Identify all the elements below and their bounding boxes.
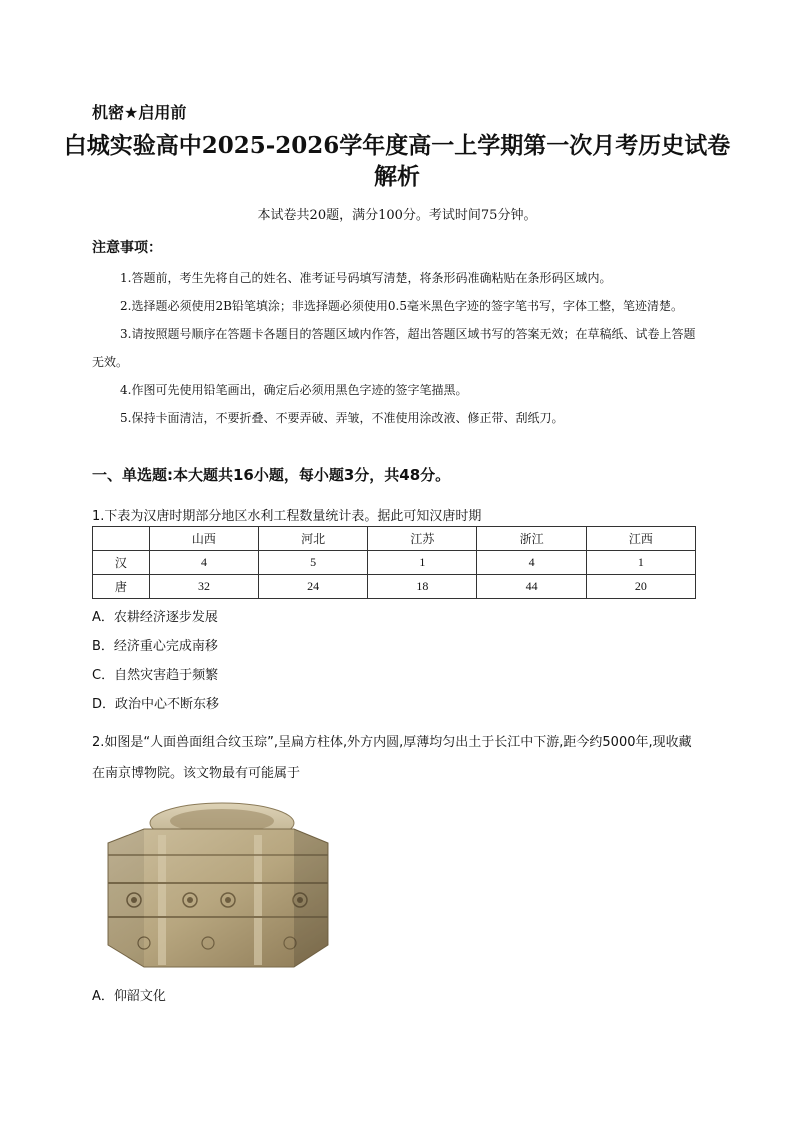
table-row — [93, 551, 696, 575]
table-header-cell: 江苏 — [368, 527, 477, 551]
table-row — [93, 575, 696, 599]
table-cell: 唐 — [93, 575, 150, 599]
table-cell: 1 — [586, 551, 695, 575]
option-b: B．经济重心完成南移 — [92, 639, 218, 654]
table-cell: 44 — [477, 575, 586, 599]
notice-list — [92, 264, 702, 432]
table-cell: 20 — [586, 575, 695, 599]
question-1-stem: 1.下表为汉唐时期部分地区水利工程数量统计表。据此可知汉唐时期 — [92, 509, 482, 524]
water-projects-table — [92, 526, 696, 599]
question-2-stem: 2.如图是“人面兽面组合纹玉琮”,呈扁方柱体,外方内圆,厚薄均匀出土于长江中下游,距今约5000年,现收藏在南京博物院。该文物最有可能属于 — [92, 735, 692, 781]
option-d: D．政治中心不断东移 — [92, 697, 220, 712]
confidential-label: 机密★启用前 — [92, 103, 187, 122]
table-header-cell — [93, 527, 150, 551]
table-cell: 汉 — [93, 551, 150, 575]
table-cell: 5 — [259, 551, 368, 575]
table-header-cell: 浙江 — [477, 527, 586, 551]
option-c: C．自然灾害趋于频繁 — [92, 668, 219, 683]
table-header-row — [93, 527, 696, 551]
table-cell: 18 — [368, 575, 477, 599]
notice-item-2: 2.选择题必须使用2B铅笔填涂；非选择题必须使用0.5毫米黑色字迹的签字笔书写，字体工整，笔迹清楚。 — [120, 299, 683, 313]
table-cell: 1 — [368, 551, 477, 575]
question-2-option-a: A．仰韶文化 — [92, 989, 166, 1004]
table-cell: 4 — [149, 551, 258, 575]
jade-cong-image — [104, 795, 332, 975]
section-heading: 一、单选题:本大题共16小题，每小题3分，共48分。 — [92, 466, 451, 484]
table-cell: 24 — [259, 575, 368, 599]
exam-title: 白城实验高中2025-2026学年度高一上学期第一次月考历史试卷解析 — [63, 132, 731, 190]
table-header-cell: 河北 — [259, 527, 368, 551]
question-1-options — [92, 603, 219, 719]
exam-subtitle: 本试卷共20题，满分100分。考试时间75分钟。 — [257, 208, 537, 223]
notice-heading: 注意事项： — [92, 240, 162, 256]
table-header-cell: 山西 — [149, 527, 258, 551]
option-a: A．农耕经济逐步发展 — [92, 610, 218, 625]
table-header-cell: 江西 — [586, 527, 695, 551]
notice-item-1: 1.答题前，考生先将自己的姓名、准考证号码填写清楚，将条形码准确粘贴在条形码区域内。 — [120, 271, 612, 285]
notice-item-3: 3.请按照题号顺序在答题卡各题目的答题区域内作答，超出答题区域书写的答案无效；在草稿纸、试卷上答题无效。 — [92, 327, 696, 369]
notice-item-4: 4.作图可先使用铅笔画出，确定后必须用黑色字迹的签字笔描黑。 — [120, 383, 468, 397]
table-cell: 32 — [149, 575, 258, 599]
table-cell: 4 — [477, 551, 586, 575]
notice-item-5: 5.保持卡面清洁，不要折叠、不要弄破、弄皱，不准使用涂改液、修正带、刮纸刀。 — [120, 411, 564, 425]
